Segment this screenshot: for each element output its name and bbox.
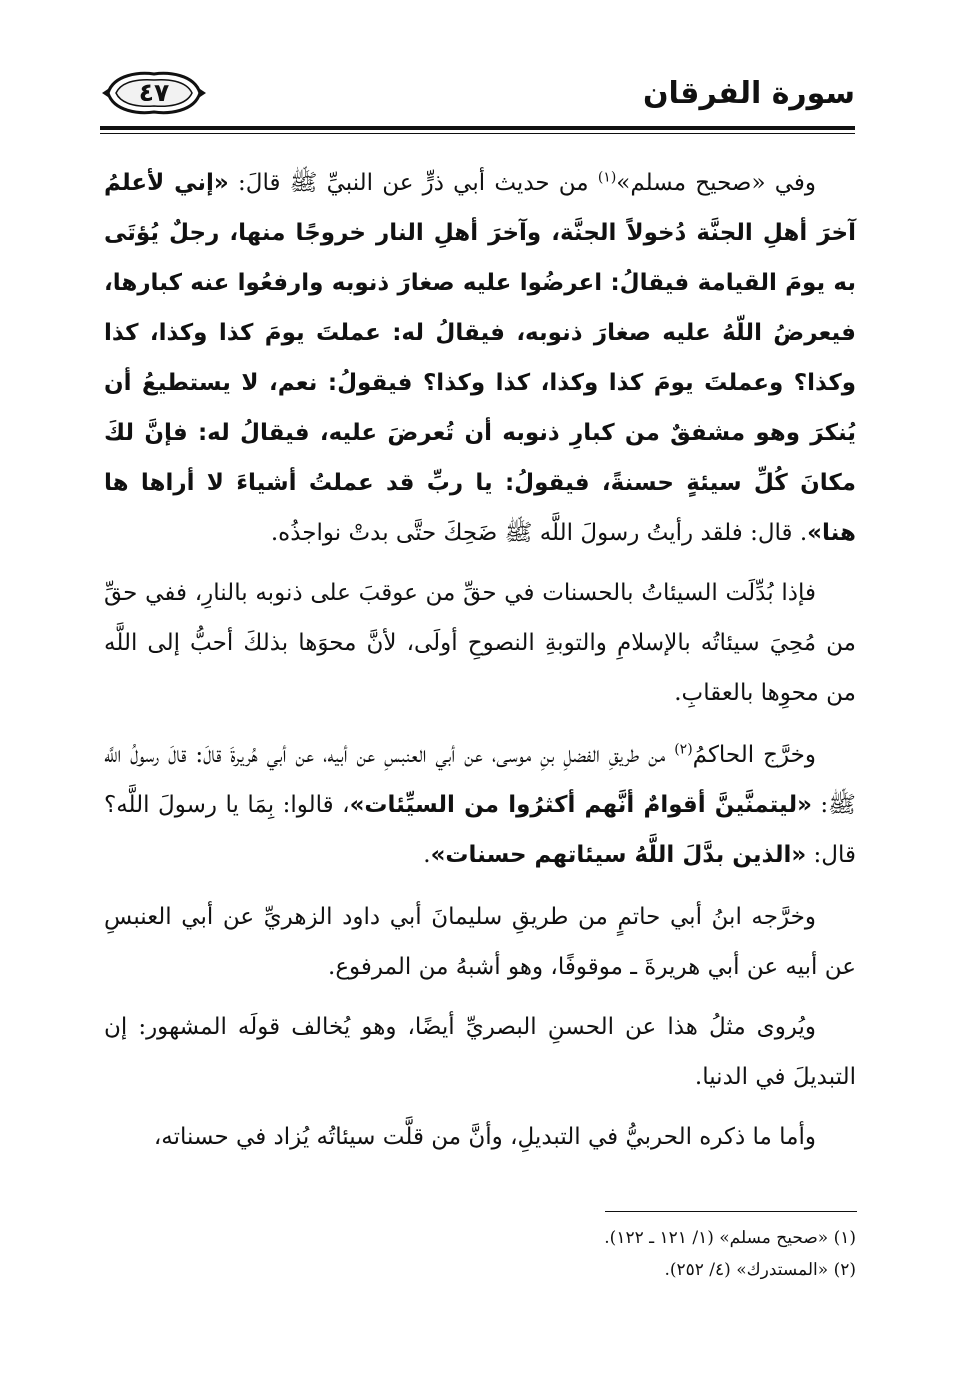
footnote-2: (٢) «المستدرك» (٤/ ٢٥٢). (664, 1260, 856, 1280)
footnote-1: (١) «صحيح مسلم» (١/ ١٢١ ـ ١٢٢). (604, 1228, 856, 1248)
paragraph-5: ويُروى مثلُ هذا عن الحسنِ البصريِّ أيضًا، وهو يُخالف قولَه المشهور: إن التبديلَ في الدنيا. (104, 1014, 856, 1090)
header-rule-thin (100, 133, 855, 134)
text-span: ، قالوا: بِمَا يا رسولَ اللَّه؟ قال: (104, 792, 856, 868)
page-number-badge (100, 70, 208, 116)
text-span: وفي «صحيح مسلم» (616, 170, 816, 196)
text-span: . (423, 842, 431, 868)
header-rule-thick (100, 126, 855, 130)
text-span: . قال: فلقد رأيتُ رسولَ اللَّه ﷺ ضَحِكَ حتَّى بدتْ نواجذُه. (270, 520, 808, 546)
paragraph-4: وخرَّجه ابنُ أبي حاتمٍ من طريقِ سليمانَ أبي داود الزهريِّ عن أبي العنبسِ عن أبيه عن أبي هريرةَ ـ موقوفًا، وهو أشبهُ من المرفوع. (104, 904, 856, 980)
paragraph-1 (104, 158, 856, 558)
text-span: وخرَّج الحاكمُ (692, 742, 816, 768)
footnote-ref-2: (٢) (674, 741, 693, 758)
surah-title: سورة الفرقان (642, 76, 855, 111)
footnote-separator (605, 1211, 857, 1212)
paragraph-6: وأما ما ذكره الحربيُّ في التبديلِ، وأنَّ من قلَّت سيئاتُه يُزاد في حسناته، (153, 1124, 816, 1150)
hadith-quote: «إني لأعلمُ آخرَ أهلِ الجنَّة دُخولاً الجنَّة، وآخرَ أهلِ النار خروجًا منها، رجلٌ يُؤتَى به يومَ القيامة فيقالُ: اعرضُوا عليه صغارَ ذنوبه وارفعُوا عنه كبارها، فيعرضُ اللّهُ عليه صغارَ ذنوبه، فيقالُ له: عملتَ يومَ كذا وكذا، كذا وكذا؟ وعملتَ يومَ كذا وكذا، كذا وكذا؟ فيقولُ: نعم، لا يستطيعُ أن يُنكرَ وهو مشفقٌ من كبارِ ذنوبه أن تُعرضَ عليه، فيقالُ له: فإنَّ لكَ مكانَ كُلِّ سيئةٍ حسنةً، فيقولُ: يا ربِّ قد عملتُ أشياءَ لا أراها ها هنا» (104, 170, 856, 546)
paragraph-2: فإذا بُدِّلَت السيئاتُ بالحسنات في حقِّ من عوقبَ على ذنوبه بالنارِ، ففي حقِّ من مُحِيَ سيئاتُه بالإسلامِ والتوبةِ النصوحِ أولَى، لأنَّ محوَها بذلكَ أحبُّ إلى اللَّه من محوِها بالعقابِ. (104, 580, 856, 706)
text-span: من حديث أبي ذرٍّ عن النبيِّ ﷺ قالَ: (228, 170, 598, 196)
footnote-ref-1: (١) (597, 169, 617, 186)
hadith-quote: «الذين بدَّلَ اللَّهُ سيئاتهم حسنات» (430, 842, 807, 868)
paragraph-3 (104, 730, 856, 880)
hadith-quote: «ليتمنَّينَّ أقوامٌ أنَّهم أكثرُوا من السيِّئات» (349, 792, 812, 818)
page-number: ٤٧ (138, 78, 170, 107)
main-text (104, 158, 856, 1172)
page-header (100, 70, 855, 140)
footnotes (256, 1222, 856, 1286)
text-span: من طريقِ الفضلِ بنِ موسى، عن أبي العنبسِ عن أبيه، عن أبي هُريرةَ قالَ: قالَ رسولُ اللَّه ﷺ: (104, 742, 856, 818)
